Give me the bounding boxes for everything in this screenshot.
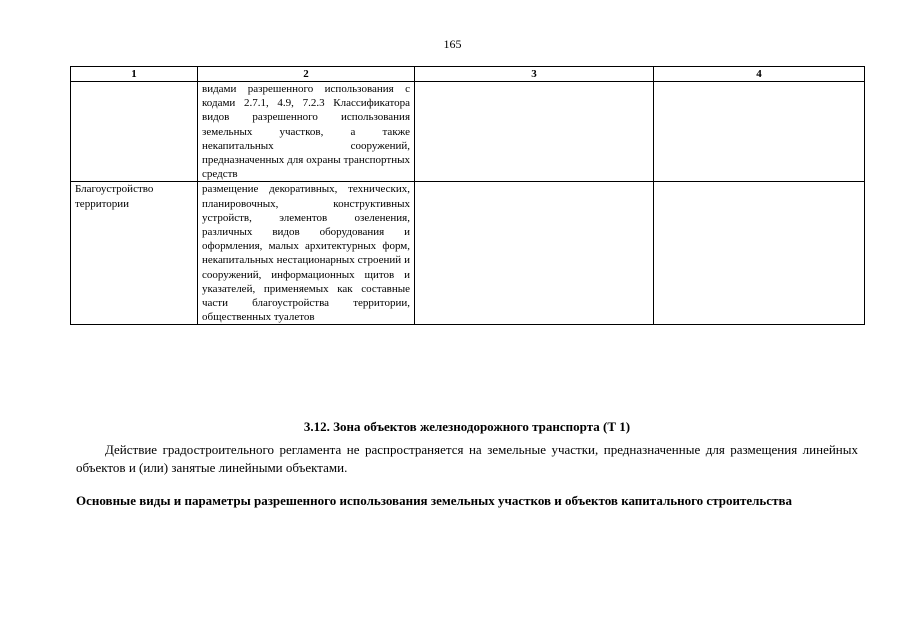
table-cell [415,182,654,325]
table-cell [415,82,654,182]
section-title: 3.12. Зона объектов железнодорожного транспорта (Т 1) [303,419,631,434]
table-cell [654,182,865,325]
table-cell [71,82,198,182]
body-paragraph: Действие градостроительного регламента не распространяется на земельные участки, предназначенные для размещения линейных объектов и (или) занятые линейными объектами. [76,442,858,475]
table-cell: Благоустройство территории [71,182,198,325]
subsection-heading: Основные виды и параметры разрешенного использования земельных участков и объектов капитального строительства [76,493,792,508]
table-row [71,182,865,325]
table-header-row [71,67,865,82]
column-header-2: 2 [198,67,415,82]
table-row [71,82,865,182]
page-number: 165 [443,37,462,51]
table-cell: видами разрешенного использования с кодами 2.7.1, 4.9, 7.2.3 Классификатора видов разрешенного использования земельных участков, а также некапитальных сооружений, предназначенных для охраны транспортных средств [198,82,415,182]
table-cell: размещение декоративных, технических, планировочных, конструктивных устройств, элементов озеленения, различных видов оборудования и оформления, малых архитектурных форм, некапитальных нестационарных строений и сооружений, информационных щитов и указателей, применяемых как составные части благоустройства территории, общественных туалетов [198,182,415,325]
land-use-table [70,66,865,325]
column-header-3: 3 [415,67,654,82]
column-header-4: 4 [654,67,865,82]
column-header-1: 1 [71,67,198,82]
table-cell [654,82,865,182]
